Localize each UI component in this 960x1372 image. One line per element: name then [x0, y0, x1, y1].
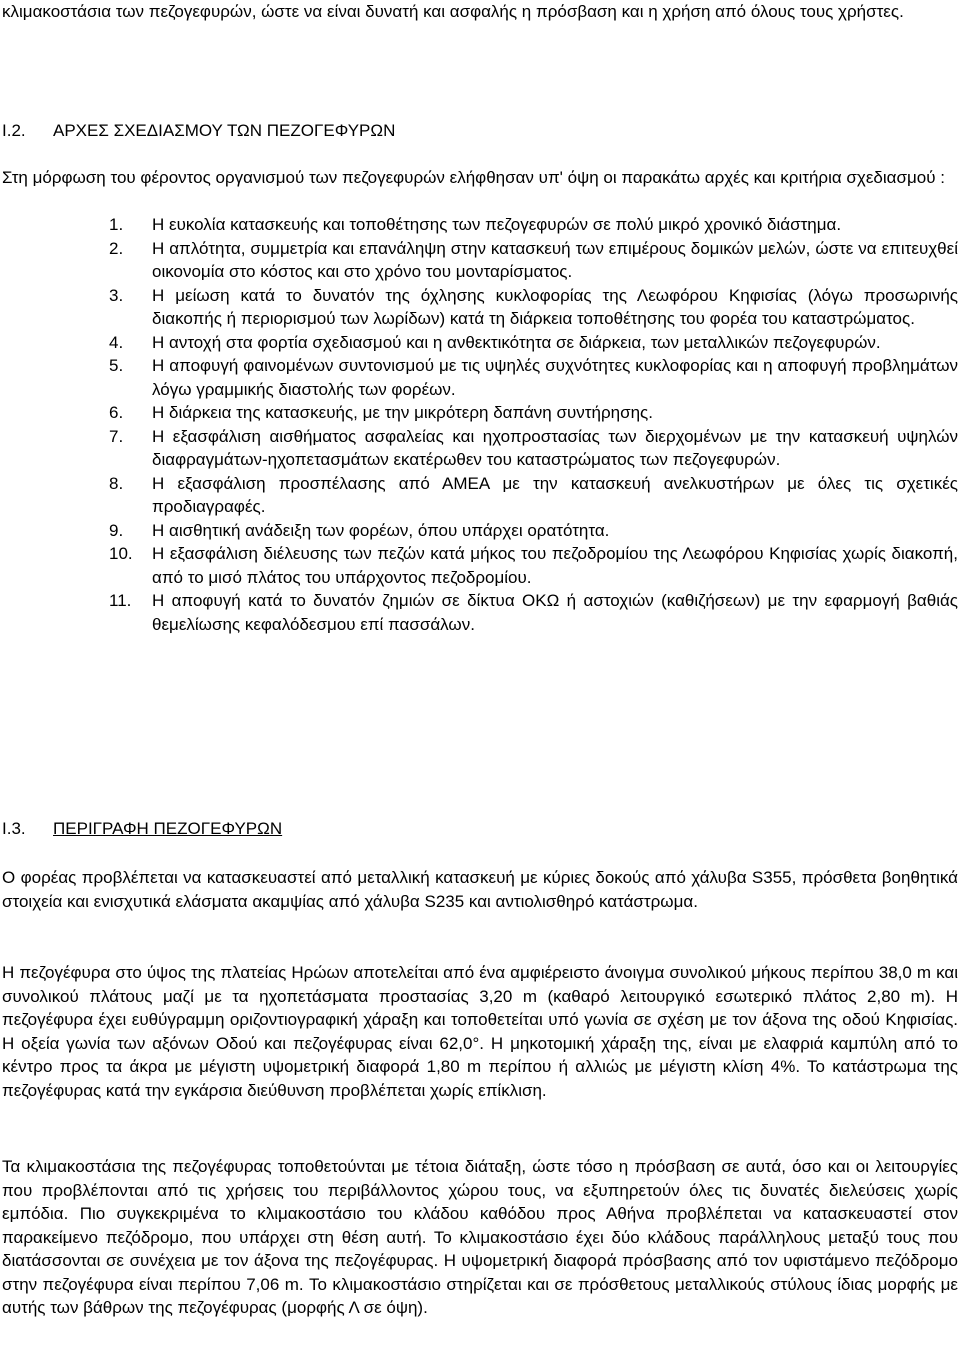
list-item	[2, 354, 958, 401]
list-item-text: Η διάρκεια της κατασκευής, με την μικρότερη δαπάνη συντήρησης.	[152, 403, 653, 422]
list-item	[2, 331, 958, 355]
list-item	[2, 519, 958, 543]
intro-paragraph-end: κλιμακοστάσια των πεζογεφυρών, ώστε να είναι δυνατή και ασφαλής η πρόσβαση και η χρήση από όλους τους χρήστες.	[2, 2, 904, 21]
list-item-number: 4.	[109, 332, 124, 352]
section-heading-1-2	[2, 119, 958, 143]
list-item	[2, 425, 958, 472]
list-item	[2, 213, 958, 237]
list-item-number: 11.	[109, 591, 132, 610]
list-item-text: Η εξασφάλιση αισθήματος ασφαλείας και ηχοπροστασίας των διερχομένων με την κατασκευή υψηλών διαφραγμάτων-ηχοπετασμάτων εκατέρωθεν του καταστρώματος των πεζογεφυρών.	[152, 426, 958, 469]
list-item-text: Η ευκολία κατασκευής και τοποθέτησης των πεζογεφυρών σε πολύ μικρό χρονικό διάστημα.	[152, 215, 842, 234]
list-item-number: 10.	[109, 544, 133, 563]
list-item-number: 7.	[109, 426, 124, 446]
body-paragraph: Τα κλιμακοστάσια της πεζογέφυρας τοποθετούνται με τέτοια διάταξη, ώστε τόσο η πρόσβαση σε αυτά, όσο και οι λειτουργίες που προβλέπονται από τις χρήσεις του περιβάλλοντος χώρου τους, να εξυπηρετούν όλες τις δυνατές διελεύσεις χωρίς εμπόδια. Πιο συγκεκριμένα το κλιμακοστάσιο του κλάδου καθόδου προς Αθήνα προβλέπεται να κατασκευαστεί στον παρακείμενο πεζόδρομο, που υπάρχει στη θέση αυτή. Το κλιμακοστάσιο έχει δύο κλάδους παράλληλους μεταξύ τους που διατάσσονται σε συνέχεια με τον άξονα της πεζογέφυρας. Η υψομετρική διαφορά πρόσβασης από τον υφιστάμενο πεζόδρομο στην πεζογέφυρα είναι περίπου 7,06 m. Το κλιμακοστάσιο στηρίζεται και σε πρόσθετους μεταλλικούς στύλους ίδιας μορφής με αυτής των βάθρων της πεζογέφυρας (μορφής Λ σε όψη).	[2, 1157, 958, 1317]
list-item	[2, 401, 958, 425]
list-item-number: 6.	[109, 403, 124, 422]
list-item	[2, 237, 958, 284]
list-item-text: Η αποφυγή φαινομένων συντονισμού με τις υψηλές συχνότητες κυκλοφορίας και η αποφυγή προβλημάτων λόγω γραμμικής διαστολής των φορέων.	[152, 356, 958, 399]
list-item-text: Η αισθητική ανάδειξη των φορέων, όπου υπάρχει ορατότητα.	[152, 520, 610, 540]
list-item	[2, 472, 958, 519]
list-item-number: 3.	[109, 285, 124, 305]
list-item-text: Η αντοχή στα φορτία σχεδιασμού και η ανθεκτικότητα σε διάρκεια, των μεταλλικών πεζογεφυρών.	[152, 332, 881, 352]
body-paragraph: Ο φορέας προβλέπεται να κατασκευαστεί από μεταλλική κατασκευή με κύριες δοκούς από χάλυβα S355, πρόσθετα βοηθητικά στοιχεία και ενισχυτικά ελάσματα ακαμψίας από χάλυβα S235 και αντιολισθηρό κατάστρωμα.	[2, 868, 958, 911]
list-item-text: Η εξασφάλιση διέλευσης των πεζών κατά μήκος του πεζοδρομίου της Λεωφόρου Κηφισίας χωρίς διακοπή, από το μισό πλάτος του υπάρχοντος πεζοδρομίου.	[152, 544, 958, 587]
list-item-number: 9.	[109, 520, 124, 540]
body-paragraph: Η πεζογέφυρα στο ύψος της πλατείας Ηρώων αποτελείται από ένα αμφιέρειστο άνοιγμα συνολικού μήκους περίπου 38,0 m και συνολικού πλάτους μαζί με τα ηχοπετάσματα προστασίας 3,20 m (καθαρό λειτουργικό εσωτερικό πλάτος 2,80 m). Η πεζογέφυρα έχει ευθύγραμμη οριζοντιογραφική χάραξη και τοποθετείται υπό γωνία σε σχέση με τον άξονα της οδού Κηφισίας. Η οξεία γωνία των αξόνων Οδού και πεζογέφυρας είναι 62,0°. Η μηκοτομική χάραξη της, είναι με ελαφριά καμπύλη από το κέντρο προς τα άκρα με μέγιστη υψομετρική διαφορά 1,80 m περίπου ή αλλιώς με μέγιστη κλίση 4%. Το κατάστρωμα της πεζογέφυρας κατά την εγκάρσια διεύθυνση προβλέπεται χωρίς επίκλιση.	[2, 963, 958, 1100]
list-item	[2, 284, 958, 331]
list-item	[2, 542, 958, 589]
list-item-number: 2.	[109, 238, 124, 258]
list-item	[2, 589, 958, 636]
list-item-text: Η αποφυγή κατά το δυνατόν ζημιών σε δίκτυα ΟΚΩ ή αστοχιών (καθιζήσεων) με την εφαρμογή βαθιάς θεμελίωσης κεφαλόδεσμου επί πασσάλων.	[152, 591, 958, 634]
list-item-text: Η απλότητα, συμμετρία και επανάληψη στην κατασκευή των επιμέρους δομικών μελών, ώστε να επιτευχθεί οικονομία στο κόστος και στο χρόνο του μονταρίσματος.	[152, 238, 958, 281]
section-heading-1-3	[2, 817, 958, 841]
section-title: ΑΡΧΕΣ ΣΧΕΔΙΑΣΜΟΥ ΤΩΝ ΠΕΖΟΓΕΦΥΡΩΝ	[53, 121, 396, 140]
section-title: ΠΕΡΙΓΡΑΦΗ ΠΕΖΟΓΕΦΥΡΩΝ	[53, 819, 283, 838]
section-number: I.2.	[2, 121, 26, 140]
section-intro: Στη μόρφωση του φέροντος οργανισμού των πεζογεφυρών ελήφθησαν υπ' όψη οι παρακάτω αρχές και κριτήρια σχεδιασμού :	[2, 168, 945, 187]
list-item-number: 8.	[109, 473, 124, 493]
list-item-text: Η εξασφάλιση προσπέλασης από ΑΜΕΑ με την κατασκευή ανελκυστήρων με όλες τις σχετικές προδιαγραφές.	[152, 473, 958, 516]
list-item-number: 1.	[109, 215, 124, 234]
list-item-number: 5.	[109, 356, 124, 375]
design-criteria-list	[2, 213, 958, 636]
list-item-text: Η μείωση κατά το δυνατόν της όχλησης κυκλοφορίας της Λεωφόρου Κηφισίας (λόγω προσωρινής διακοπής ή περιορισμού των λωρίδων) κατά τη διάρκεια τοποθέτησης του φορέα του καταστρώματος.	[152, 285, 958, 328]
section-number: I.3.	[2, 819, 26, 838]
